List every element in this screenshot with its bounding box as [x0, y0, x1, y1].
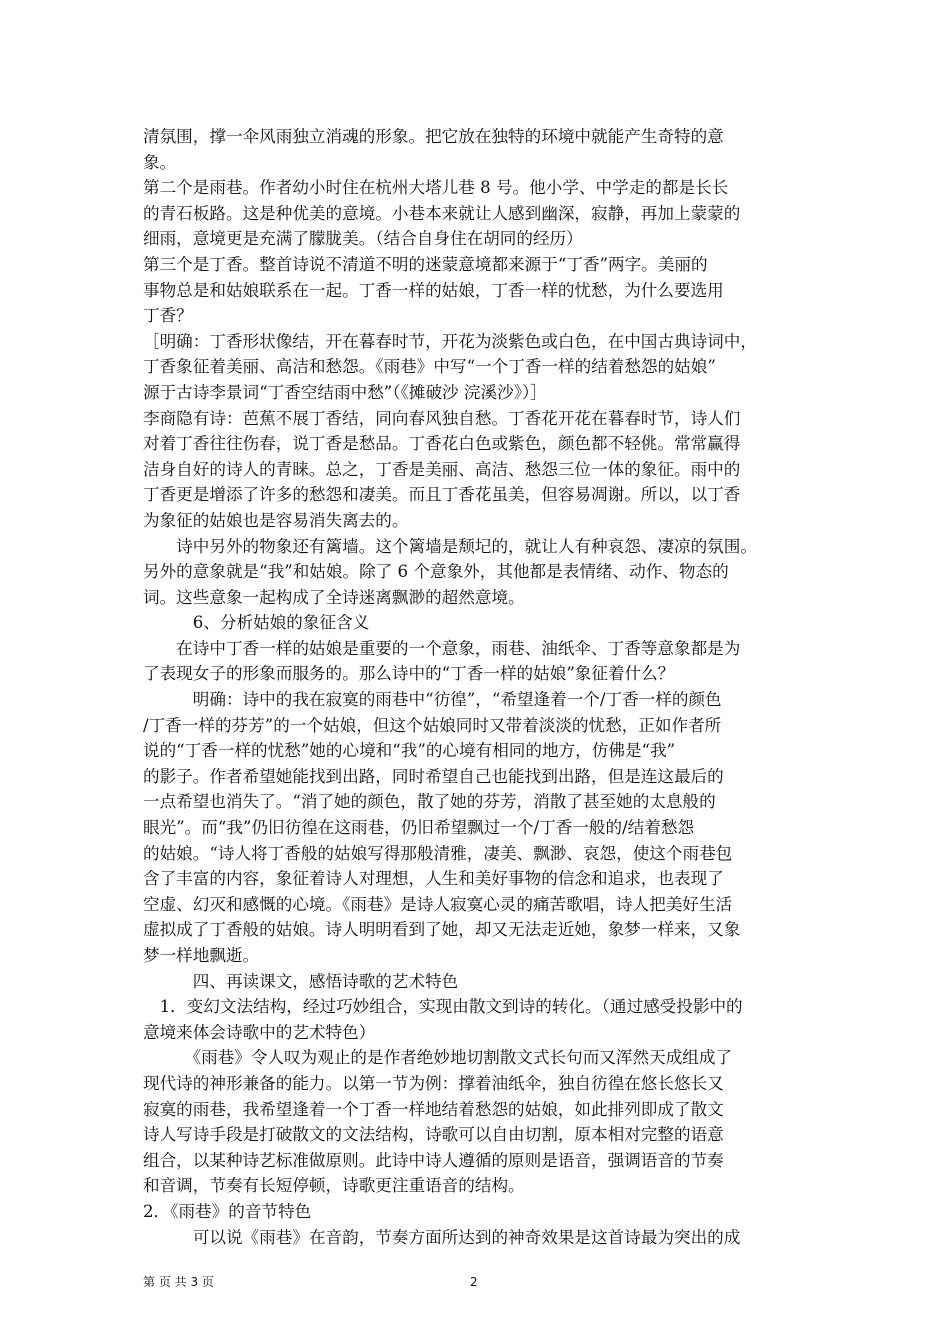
text-line: 另外的意象就是“我”和姑娘。除了 6 个意象外，其他都是表情绪、动作、物态的 — [143, 562, 729, 582]
text-line: 1．变幻文法结构，经过巧妙组合，实现由散文到诗的转化。（通过感受投影中的 — [143, 997, 743, 1017]
text-line: 可以说《雨巷》在音韵，节奏方面所达到的神奇效果是这首诗最为突出的成 — [143, 1227, 741, 1247]
text-line: 李商隐有诗：芭蕉不展丁香结，同向春风独自愁。丁香花开花在暮春时节，诗人们 — [143, 408, 741, 428]
text-line: 说的“丁香一样的忧愁”她的心境和“我”的心境有相同的地方，仿佛是“我” — [143, 741, 676, 761]
text-line: 对着丁香往往伤春，说丁香是愁品。丁香花白色或紫色，颜色都不轻佻。常常赢得 — [143, 434, 741, 454]
text-line: 清氛围，撑一伞风雨独立消魂的形象。把它放在独特的环境中就能产生奇特的意 — [143, 127, 724, 146]
text-line: 组合，以某种诗艺标准做原则。此诗中诗人遵循的原则是语音，强调语音的节奏 — [143, 1150, 724, 1170]
text-line: 和音调，节奏有长短停顿，诗歌更注重语音的结构。 — [143, 1176, 525, 1196]
text-line: ［明确：丁香形状像结，开在暮春时节，开花为淡紫色或白色，在中国古典诗词中， — [143, 331, 757, 351]
text-line: 第二个是雨巷。作者幼小时住在杭州大塔儿巷 8 号。他小学、中学走的都是长长 — [143, 178, 729, 198]
text-line: 含了丰富的内容，象征着诗人对理想，人生和美好事物的信念和追求，也表现了 — [143, 869, 724, 889]
footer-page-info: 第 页 共 3 页 — [143, 1275, 214, 1289]
text-line: 的姑娘。“诗人将丁香般的姑娘写得那般清雅，凄美、飘渺、哀怨，使这个雨巷包 — [143, 843, 733, 863]
text-line: 现代诗的神形兼备的能力。以第一节为例：撑着油纸伞，独自彷徨在悠长悠长又 — [143, 1073, 724, 1093]
text-line: 丁香更是增添了许多的愁怨和凄美。而且丁香花虽美，但容易凋谢。所以，以丁香 — [143, 485, 741, 505]
text-line: 一点希望也消失了。“消了她的颜色，散了她的芬芳，消散了甚至她的太息般的 — [143, 792, 716, 812]
text-line: /丁香一样的芬芳”的一个姑娘，但这个姑娘同时又带着淡淡的忧愁，正如作者所 — [143, 715, 722, 735]
text-line: 为象征的姑娘也是容易消失离去的。 — [143, 510, 409, 530]
text-line: 的影子。作者希望她能找到出路，同时希望自己也能找到出路，但是连这最后的 — [143, 766, 724, 786]
text-line: 诗人写诗手段是打破散文的文法结构，诗歌可以自由切割，原本相对完整的语意 — [143, 1125, 724, 1145]
section-heading: 6、分析姑娘的象征含义 — [143, 613, 370, 633]
text-line: 洁身自好的诗人的青睐。总之，丁香是美丽、高洁、愁怨三位一体的象征。雨中的 — [143, 459, 741, 479]
text-line: 眼光”。而“我”仍旧彷徨在这雨巷，仍旧希望飘过一个/丁香一般的/结着愁怨 — [143, 818, 695, 838]
text-line: 词。这些意象一起构成了全诗迷离飘渺的超然意境。 — [143, 587, 525, 607]
text-line: 明确：诗中的我在寂寞的雨巷中“彷徨”，“希望逢着一个/丁香一样的颜色 — [143, 690, 722, 710]
text-line: 了表现女子的形象而服务的。那么诗中的“丁香一样的姑娘”象征着什么？ — [143, 664, 675, 684]
text-line: 空虚、幻灭和感慨的心境。《雨巷》是诗人寂寞心灵的痛苦歌唱，诗人把美好生活 — [143, 894, 733, 914]
text-line: 第三个是丁香。整首诗说不清道不明的迷蒙意境都来源于“丁香”两字。美丽的 — [143, 254, 708, 274]
text-line: 象。 — [143, 152, 177, 172]
section-heading: 2．《雨巷》的音节特色 — [143, 1201, 312, 1221]
text-line: 寂寞的雨巷，我希望逢着一个丁香一样地结着愁怨的姑娘，如此排列即成了散文 — [143, 1099, 724, 1119]
text-line: 丁香象征着美丽、高洁和愁怨。《雨巷》中写“一个丁香一样的结着愁怨的姑娘” — [143, 357, 716, 377]
text-line: 的青石板路。这是种优美的意境。小巷本来就让人感到幽深，寂静，再加上蒙蒙的 — [143, 203, 741, 223]
text-line: 细雨，意境更是充满了朦胧美。（结合自身住在胡同的经历） — [143, 229, 583, 249]
text-line: 丁香？ — [143, 306, 193, 326]
text-line: 在诗中丁香一样的姑娘是重要的一个意象，雨巷、油纸伞、丁香等意象都是为 — [143, 638, 741, 658]
text-line: 事物总是和姑娘联系在一起。丁香一样的姑娘，丁香一样的忧愁，为什么要选用 — [143, 280, 724, 300]
text-line: 《雨巷》令人叹为观止的是作者绝妙地切割散文式长句而又浑然天成组成了 — [143, 1048, 733, 1068]
text-line: 虚拟成了丁香般的姑娘。诗人明明看到了她，却又无法走近她，象梦一样来，又象 — [143, 920, 741, 940]
text-line: 源于古诗李景词“丁香空结雨中愁”（《摊破沙 浣溪沙》）］ — [143, 382, 547, 402]
text-line: 诗中另外的物象还有篱墙。这个篱墙是颓圮的，就让人有种哀怨、凄凉的氛围。 — [143, 536, 757, 556]
section-heading: 四、再读课文，感悟诗歌的艺术特色 — [143, 971, 459, 991]
text-line: 意境来体会诗歌中的艺术特色） — [143, 1022, 376, 1042]
text-line: 梦一样地飘逝。 — [143, 946, 260, 965]
body-text — [143, 124, 811, 1250]
footer-page-number: 2 — [470, 1275, 478, 1289]
